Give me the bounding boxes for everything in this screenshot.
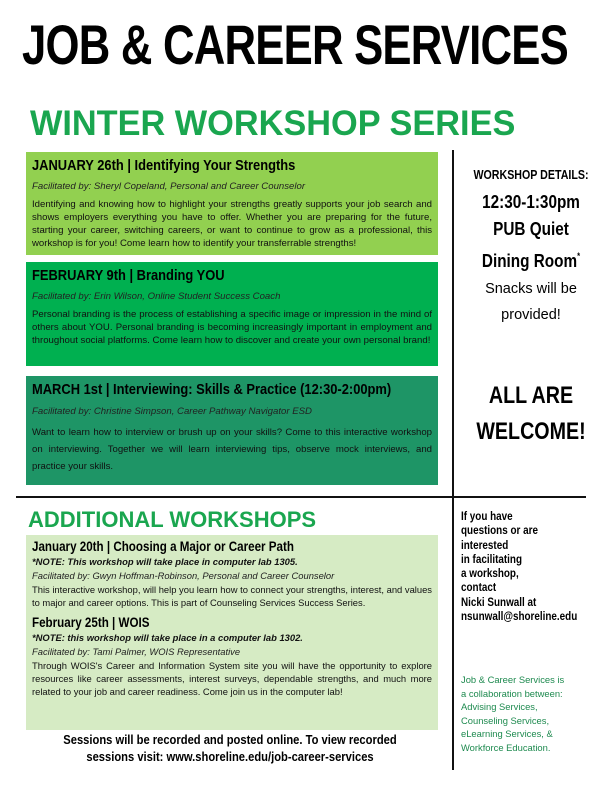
contact-line: a workshop, (461, 568, 519, 581)
workshop-card-jan26 (26, 152, 438, 255)
collab-line: a collaboration between: (461, 687, 563, 699)
details-snacks-line2: provided! (501, 307, 561, 323)
contact-line: contact (461, 582, 497, 595)
contact-name: Nicki Sunwall at (461, 596, 537, 609)
details-label: WORKSHOP DETAILS: (473, 167, 589, 182)
additional-note: *NOTE: This workshop will take place in computer lab 1305. (32, 556, 298, 567)
contact-email-link[interactable]: nsunwall@shoreline.edu (461, 611, 578, 624)
contact-line: If you have (461, 511, 513, 523)
additional-workshops-title: ADDITIONAL WORKSHOPS (28, 507, 317, 532)
contact-line: questions or are (461, 525, 538, 538)
details-location-line2 (467, 243, 595, 275)
additional-heading: January 20th | Choosing a Major or Career Path (32, 539, 294, 554)
workshop-description: Identifying and knowing how to highlight your strengths greatly supports your job search and shows employers everything you have to offer. Whether you are preparing for the future, starting your career, switching careers, or want to continue to grow as a professional, this workshop is for you! Come learn how to identify your transferrable strengths! (32, 199, 432, 249)
additional-heading: February 25th | WOIS (32, 615, 150, 630)
details-snacks-line1: Snacks will be (485, 281, 577, 297)
series-subtitle: WINTER WORKSHOP SERIES (30, 104, 516, 143)
location-asterisk: * (577, 251, 581, 261)
additional-facilitator: Facilitated by: Tami Palmer, WOIS Representative (32, 646, 241, 657)
vertical-divider (452, 150, 454, 770)
workshop-card-mar1 (26, 376, 438, 485)
additional-note: *NOTE: this workshop will take place in a computer lab 1302. (32, 632, 303, 643)
location-room: Dining Room (481, 251, 578, 271)
workshop-facilitator: Facilitated by: Sheryl Copeland, Personal and Career Counselor (32, 181, 306, 192)
recording-notice-line1: Sessions will be recorded and posted online. To view recorded (63, 732, 397, 747)
details-location-line1: PUB Quiet (493, 219, 569, 239)
welcome-line2: WELCOME! (476, 418, 586, 445)
workshop-heading: JANUARY 26th | Identifying Your Strengths (32, 157, 296, 174)
details-time: 12:30-1:30pm (482, 192, 580, 212)
additional-workshop-jan20 (32, 539, 432, 609)
collab-line: Counseling Services, (461, 714, 550, 726)
contact-line: in facilitating (461, 553, 522, 566)
workshop-heading: MARCH 1st | Interviewing: Skills & Practice (12:30-2:00pm) (32, 381, 392, 398)
additional-description: This interactive workshop, will help you learn how to connect your strengths, interest, and values to major and career options. This is part of Counseling Services Success Series. (32, 584, 432, 608)
workshop-heading: FEBRUARY 9th | Branding YOU (32, 267, 225, 284)
workshop-description: Personal branding is the process of establishing a specific image or impression in the mind of others about YOU. Personal branding is becoming increasingly important in employment and throughout social platforms. Come learn how to discover and create your own personal brand! (32, 309, 432, 346)
recording-notice (20, 731, 440, 765)
collab-line: Workforce Education. (461, 741, 551, 753)
additional-facilitator: Facilitated by: Gwyn Hoffman-Robinson, Personal and Career Counselor (32, 570, 335, 581)
page-title: JOB & CAREER SERVICES (22, 13, 568, 76)
collab-line: Advising Services, (461, 701, 538, 712)
workshop-details-panel (456, 165, 606, 327)
workshop-facilitator: Facilitated by: Christine Simpson, Career Pathway Navigator ESD (32, 406, 312, 417)
additional-description: Through WOIS's Career and Information System site you will have the opportunity to explore resources like career assessments, interest surveys, dependable strengths, and much more related to your job and career readiness. Come join us in the computer lab! (32, 660, 432, 697)
welcome-line1: ALL ARE (488, 382, 574, 409)
collab-line: eLearning Services, & (461, 728, 553, 739)
contact-info (461, 510, 609, 624)
workshop-card-feb9 (26, 262, 438, 366)
horizontal-divider (16, 496, 586, 498)
workshop-description: Want to learn how to interview or brush up on your skills? Come to this interactive workshop on interviewing. Together we will learn interviewing tips, observe mock interviews, and practice your skills. (32, 427, 432, 472)
recording-notice-line2[interactable]: sessions visit: www.shoreline.edu/job-career-services (86, 749, 374, 764)
additional-workshop-feb25 (32, 615, 432, 698)
contact-line: interested (461, 539, 509, 552)
collab-line: Job & Career Services is (461, 674, 565, 685)
additional-workshops-box (26, 535, 438, 730)
workshop-facilitator: Facilitated by: Erin Wilson, Online Student Success Coach (32, 291, 281, 302)
collaboration-note (461, 673, 609, 754)
all-welcome-banner (456, 378, 606, 450)
